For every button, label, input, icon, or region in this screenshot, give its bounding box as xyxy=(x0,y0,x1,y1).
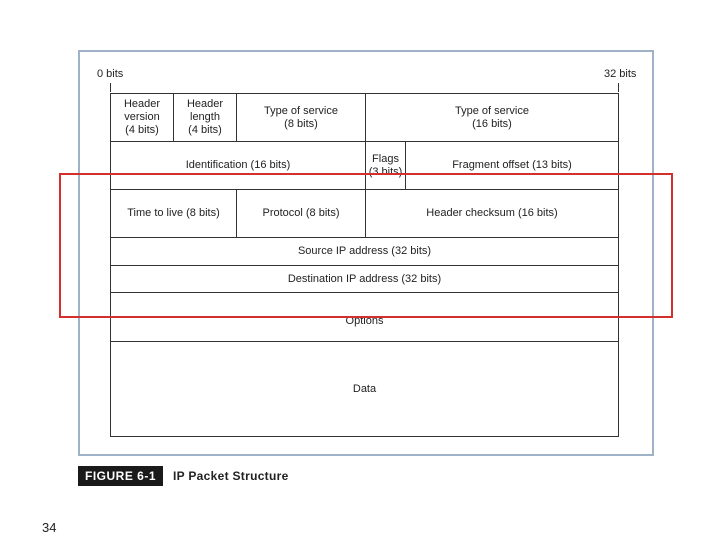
bit-end-tick xyxy=(618,83,619,92)
header-checksum-field: Header checksum (16 bits) xyxy=(365,189,619,238)
type-of-service-8-field: Type of service (8 bits) xyxy=(236,93,366,142)
type-of-service-16-field: Type of service (16 bits) xyxy=(365,93,619,142)
figure-label: FIGURE 6-1 xyxy=(78,466,163,486)
header-version-field: Header version (4 bits) xyxy=(110,93,174,142)
time-to-live-field: Time to live (8 bits) xyxy=(110,189,237,238)
destination-ip-field: Destination IP address (32 bits) xyxy=(110,265,619,293)
bit-end-label: 32 bits xyxy=(604,68,637,80)
flags-field: Flags (3 bits) xyxy=(365,141,406,190)
fragment-offset-field: Fragment offset (13 bits) xyxy=(405,141,619,190)
source-ip-field: Source IP address (32 bits) xyxy=(110,237,619,266)
figure-title: IP Packet Structure xyxy=(173,469,289,483)
bit-start-label: 0 bits xyxy=(97,68,124,80)
protocol-field: Protocol (8 bits) xyxy=(236,189,366,238)
bit-start-tick xyxy=(110,83,111,92)
figure-caption xyxy=(78,465,289,487)
options-field: Options xyxy=(110,292,619,342)
page-number: 34 xyxy=(42,520,57,535)
header-length-field: Header length (4 bits) xyxy=(173,93,237,142)
data-field: Data xyxy=(110,341,619,437)
identification-field: Identification (16 bits) xyxy=(110,141,366,190)
